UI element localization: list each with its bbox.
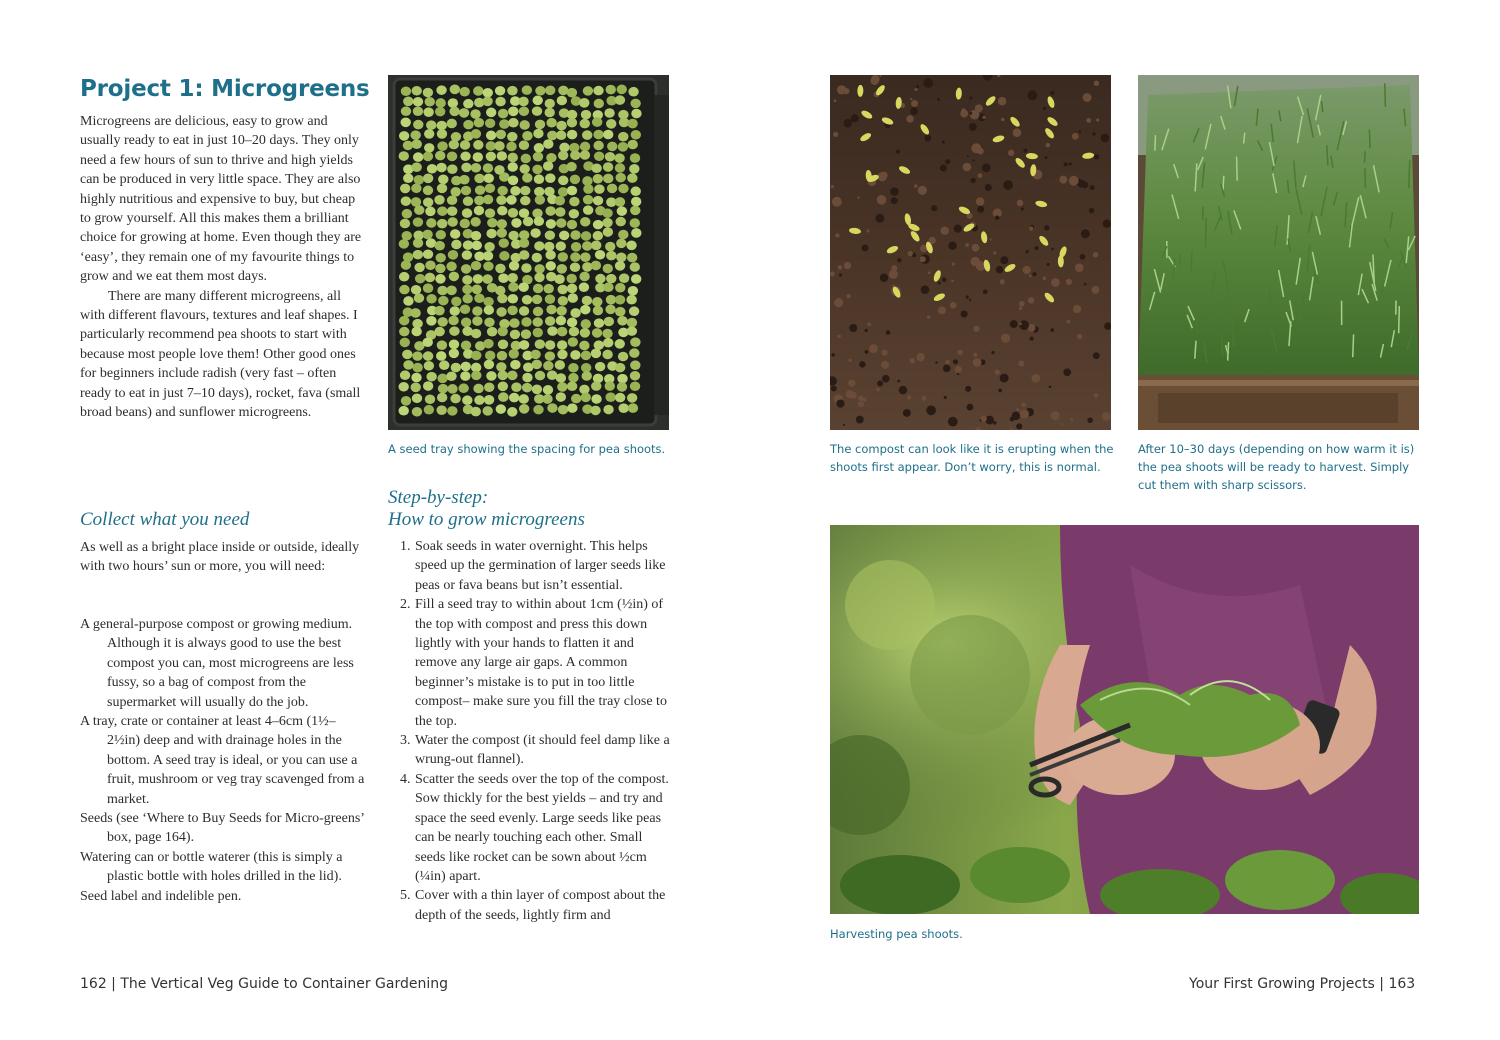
list-item — [388, 537, 673, 595]
intro-paragraph-1: Microgreens are delicious, easy to grow and usually ready to eat in just 10–20 days. They only need a few hours of sun to thrive and high yields can be produced in very little space. They are also highly nutritious and expensive to buy, but cheap to grow yourself. All this makes them a brilliant choice for growing at home. Even though they are ‘easy’, they remain one of my favourite things to grow and we eat them most days. — [80, 114, 362, 285]
list-item: Seed label and indelible pen. — [80, 888, 242, 904]
pea-shoots-photo — [1138, 75, 1419, 430]
harvesting-photo — [830, 525, 1419, 914]
intro-text — [80, 112, 365, 423]
list-item: A general-purpose compost or growing medium. Although it is always good to use the best compost you can, most microgreens are less fussy, so a bag of compost from the supermarket will usually do the job. — [80, 617, 354, 710]
step-text: Cover with a thin layer of compost about the depth of the seeds, lightly firm and — [415, 888, 666, 923]
steps-list — [388, 537, 673, 925]
collect-heading: Collect what you need — [80, 509, 250, 530]
steps-heading-line-1: Step-by-step: — [388, 487, 489, 508]
step-number: 5. — [400, 888, 411, 904]
list-item — [388, 731, 673, 770]
harvesting-caption: Harvesting pea shoots. — [830, 927, 963, 941]
list-item — [388, 770, 673, 886]
steps-heading-line-2: How to grow microgreens — [388, 509, 585, 530]
list-item: Seeds (see ‘Where to Buy Seeds for Micro-greens’ box, page 164). — [80, 811, 364, 846]
intro-paragraph-2: There are many different microgreens, all with different flavours, textures and leaf shapes. I particularly recommend pea shoots to start with because most people love them! Other good ones for beginners include radish (very fast – often ready to eat in just 7–10 days), rocket, fava (small broad beans) and sunflower microgreens. — [80, 288, 361, 421]
step-text: Fill a seed tray to within about 1cm (½in) of the top with compost and press this down lightly with your hands to flatten it and remove any large air gaps. A common beginner’s mistake is to put in too little compost– make sure you fill the tray close to the top. — [415, 597, 667, 729]
step-text: Soak seeds in water overnight. This helps speed up the germination of larger seeds like peas or fava beans but isn’t essential. — [415, 539, 666, 593]
compost-photo — [830, 75, 1111, 430]
seed-tray-photo — [388, 75, 669, 430]
list-item: A tray, crate or container at least 4–6cm (1½–2½in) deep and with drainage holes in the bottom. A seed tray is ideal, or you can use a fruit, mushroom or veg tray scavenged from a market. — [80, 714, 365, 807]
harvest-ready-caption: After 10–30 days (depending on how warm it is) the pea shoots will be ready to harvest. Simply cut them with sharp scissors. — [1138, 442, 1415, 492]
steps-heading — [388, 487, 673, 531]
step-text: Scatter the seeds over the top of the compost. Sow thickly for the best yields – and try and space the seed evenly. Large seeds like peas can be nearly touching each other. Small seeds like rocket can be sown about ½cm (¼in) apart. — [415, 771, 669, 884]
step-number: 2. — [400, 597, 411, 613]
step-number: 4. — [400, 771, 411, 787]
page-title: Project 1: Microgreens — [80, 76, 370, 102]
needs-list — [80, 615, 365, 906]
step-number: 1. — [400, 539, 411, 554]
compost-caption: The compost can look like it is erupting when the shoots first appear. Don’t worry, this is normal. — [830, 442, 1114, 474]
list-item — [388, 595, 673, 731]
list-item: Watering can or bottle waterer (this is simply a plastic bottle with holes drilled in the lid). — [80, 849, 343, 885]
step-number: 3. — [400, 733, 411, 749]
right-page-footer: Your First Growing Projects | 163 — [1189, 976, 1416, 992]
seed-tray-caption: A seed tray showing the spacing for pea shoots. — [388, 442, 666, 456]
left-page-footer: 162 | The Vertical Veg Guide to Container Gardening — [80, 976, 449, 992]
step-text: Water the compost (it should feel damp like a wrung-out flannel). — [415, 733, 670, 768]
collect-intro: As well as a bright place inside or outside, ideally with two hours’ sun or more, you will need: — [80, 540, 360, 575]
list-item — [388, 886, 673, 925]
